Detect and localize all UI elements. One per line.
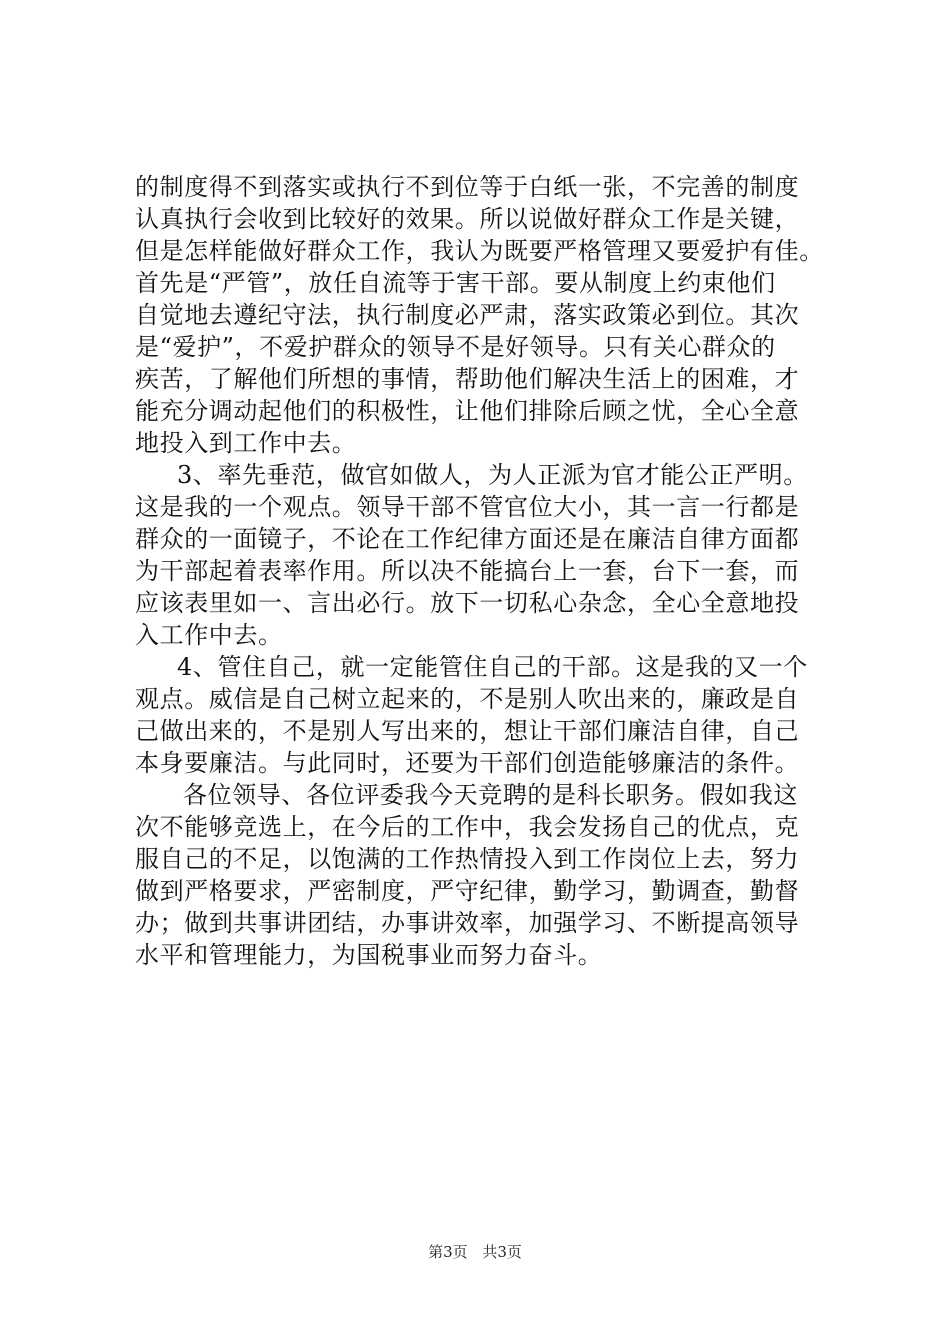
text-line: 服自己的不足，以饱满的工作热情投入到工作岗位上去，努力 bbox=[135, 845, 800, 873]
text-line: 能充分调动起他们的积极性，让他们排除后顾之忧，全心全意 bbox=[135, 397, 800, 425]
text-line: 这是我的一个观点。领导干部不管官位大小，其一言一行都是 bbox=[135, 493, 800, 521]
text-line: 群众的一面镜子，不论在工作纪律方面还是在廉洁自律方面都 bbox=[135, 525, 800, 553]
text-line: 水平和管理能力，为国税事业而努力奋斗。 bbox=[135, 941, 603, 969]
text-line-paragraph-start: 各位领导、各位评委我今天竞聘的是科长职务。假如我这 bbox=[183, 781, 798, 809]
page-total: 共3页 bbox=[482, 1243, 522, 1261]
document-body bbox=[135, 171, 835, 971]
text-line: 自觉地去遵纪守法，执行制度必严肃，落实政策必到位。其次 bbox=[135, 301, 800, 329]
text-line: 首先是“严管”，放任自流等于害干部。要从制度上约束他们 bbox=[135, 269, 776, 297]
text-line: 入工作中去。 bbox=[135, 621, 283, 649]
page-footer bbox=[0, 1242, 950, 1262]
text-line: 次不能够竞选上，在今后的工作中，我会发扬自己的优点，克 bbox=[135, 813, 800, 841]
text-line: 应该表里如一、言出必行。放下一切私心杂念，全心全意地投 bbox=[135, 589, 800, 617]
text-line-paragraph-start: 4、管住自己，就一定能管住自己的干部。这是我的又一个 bbox=[177, 653, 808, 681]
text-line: 为干部起着表率作用。所以决不能搞台上一套，台下一套，而 bbox=[135, 557, 800, 585]
text-line: 的制度得不到落实或执行不到位等于白纸一张，不完善的制度 bbox=[135, 173, 800, 201]
text-line: 认真执行会收到比较好的效果。所以说做好群众工作是关键， bbox=[135, 205, 800, 233]
text-line: 地投入到工作中去。 bbox=[135, 429, 357, 457]
text-line: 但是怎样能做好群众工作，我认为既要严格管理又要爱护有佳。 bbox=[135, 237, 824, 265]
text-line: 疾苦，了解他们所想的事情，帮助他们解决生活上的困难，才 bbox=[135, 365, 800, 393]
text-line: 观点。威信是自己树立起来的，不是别人吹出来的，廉政是自 bbox=[135, 685, 800, 713]
text-line: 办；做到共事讲团结，办事讲效率，加强学习、不断提高领导 bbox=[135, 909, 800, 937]
text-line: 是“爱护”，不爱护群众的领导不是好领导。只有关心群众的 bbox=[135, 333, 776, 361]
page-number: 第3页 bbox=[428, 1243, 468, 1261]
text-line: 己做出来的，不是别人写出来的，想让干部们廉洁自律，自己 bbox=[135, 717, 800, 745]
text-line: 做到严格要求，严密制度，严守纪律，勤学习，勤调查，勤督 bbox=[135, 877, 800, 905]
text-line: 本身要廉洁。与此同时，还要为干部们创造能够廉洁的条件。 bbox=[135, 749, 800, 777]
text-line-paragraph-start: 3、率先垂范，做官如做人，为人正派为官才能公正严明。 bbox=[177, 461, 808, 489]
